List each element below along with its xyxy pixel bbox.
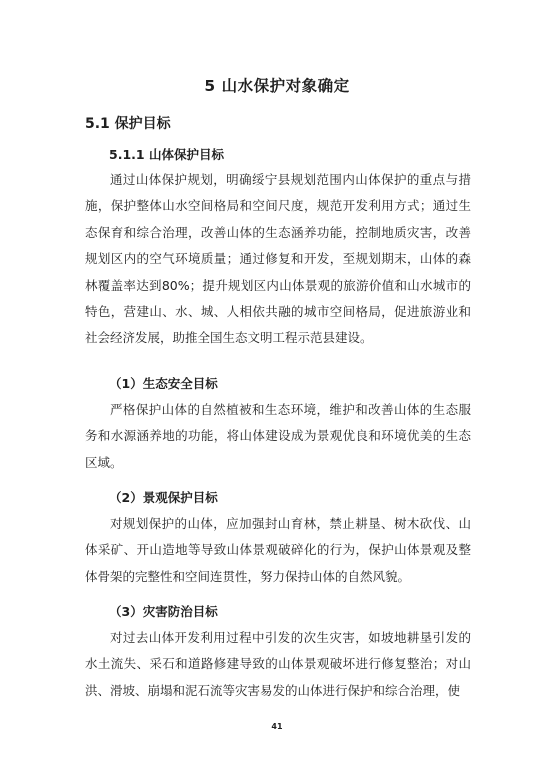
goal-text-ecological-security: 严格保护山体的自然植被和生态环境，维护和改善山体的生态服务和水源涵养地的功能，将山体建设成为景观优良和环境优美的生态区域。 xyxy=(85,402,471,470)
intro-paragraph: 通过山体保护规划，明确绥宁县规划范围内山体保护的重点与措施，保护整体山水空间格局和空间尺度，规范开发利用方式；通过生态保育和综合治理，改善山体的生态涵养功能，控制地质灾害，改善规划区内的空气环境质量；通过修复和开发，至规划期末，山体的森林覆盖率达到80%；提升规划区内山体景观的旅游价值和山水城市的特色，营建山、水、城、人相依共融的城市空间格局，促进旅游业和社会经济发展，助推全国生态文明工程示范县建设。 xyxy=(85,172,471,346)
goal-text-landscape-protection: 对规划保护的山体，应加强封山育林，禁止耕垦、树木砍伐、山体采矿、开山造地等导致山体景观破碎化的行为，保护山体景观及整体骨架的完整性和空间连贯性，努力保持山体的自然风貌。 xyxy=(85,516,471,584)
section-title: 5.1 保护目标 xyxy=(85,116,171,132)
page-number: 41 xyxy=(271,722,283,731)
goal-heading-landscape-protection: （2）景观保护目标 xyxy=(109,490,218,505)
chapter-title: 5 山水保护对象确定 xyxy=(204,77,350,95)
goal-heading-ecological-security: （1）生态安全目标 xyxy=(109,376,218,391)
goal-heading-disaster-prevention: （3）灾害防治目标 xyxy=(109,604,218,619)
goal-text-disaster-prevention: 对过去山体开发利用过程中引发的次生灾害，如坡地耕垦引发的水土流失、采石和道路修建导致的山体景观破坏进行修复整治；对山洪、滑坡、崩塌和泥石流等灾害易发的山体进行保护和综合治理，使 xyxy=(85,630,471,698)
subsection-title: 5.1.1 山体保护目标 xyxy=(109,147,224,162)
